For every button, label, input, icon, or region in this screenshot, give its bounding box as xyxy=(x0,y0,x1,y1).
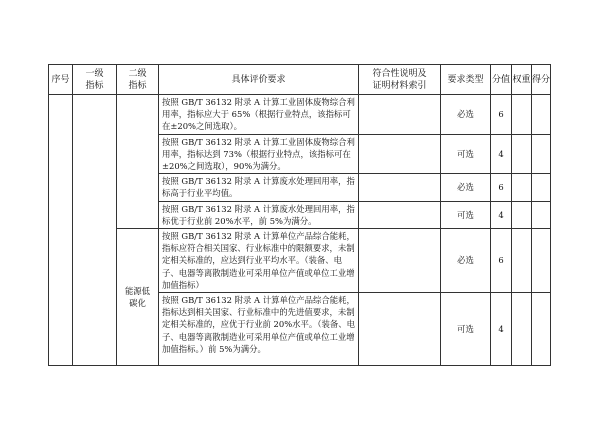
score-cell: 4 xyxy=(491,201,512,228)
weight-cell[interactable] xyxy=(512,134,532,174)
header-weight: 权重 xyxy=(512,65,532,95)
type-cell: 可选 xyxy=(441,293,491,366)
requirement-text: 按照 GB/T 36132 附录 A 计算废水处理回用率，指标高于行业平均值。 xyxy=(159,174,359,201)
type-cell: 可选 xyxy=(441,201,491,228)
requirement-text: 按照 GB/T 36132 附录 A 计算单位产品综合能耗，指标达到相关国家、行业标准中的先进值要求，未制定相关标准的，应优于行业前 20%水平。（装备、电子、电器等离散制造业可采用单位产值或单位工业增加值指标。）前 5%为满分。 xyxy=(159,293,359,366)
requirement-text: 按照 GB/T 36132 附录 A 计算废水处理回用率，指标优于行业前 20%水平，前 5%为满分。 xyxy=(159,201,359,228)
weight-cell[interactable] xyxy=(512,95,532,135)
weight-cell[interactable] xyxy=(512,174,532,201)
group-label: 能源低 碳化 xyxy=(124,285,151,309)
evidence-cell[interactable] xyxy=(359,229,441,293)
evidence-cell[interactable] xyxy=(359,134,441,174)
header-evidence-text: 符合性说明及 证明材料索引 xyxy=(372,68,427,91)
score-cell: 4 xyxy=(491,293,512,366)
table-row xyxy=(49,229,551,293)
weight-cell[interactable] xyxy=(512,229,532,293)
header-requirement: 具体评价要求 xyxy=(159,65,359,95)
result-cell[interactable] xyxy=(532,134,551,174)
header-result: 得分 xyxy=(532,65,551,95)
type-cell: 可选 xyxy=(441,134,491,174)
header-seq: 序号 xyxy=(49,65,73,95)
result-cell[interactable] xyxy=(532,95,551,135)
weight-cell[interactable] xyxy=(512,201,532,228)
result-cell[interactable] xyxy=(532,293,551,366)
level1-cell xyxy=(73,95,117,366)
header-score: 分值 xyxy=(491,65,512,95)
type-cell: 必选 xyxy=(441,229,491,293)
evidence-cell[interactable] xyxy=(359,174,441,201)
header-level1 xyxy=(73,65,117,95)
header-evidence xyxy=(359,65,441,95)
header-type: 要求类型 xyxy=(441,65,491,95)
score-cell: 4 xyxy=(491,134,512,174)
score-cell: 6 xyxy=(491,174,512,201)
score-cell: 6 xyxy=(491,229,512,293)
result-cell[interactable] xyxy=(532,229,551,293)
evidence-cell[interactable] xyxy=(359,95,441,135)
level2-cell-blank xyxy=(117,95,159,229)
header-level2-text: 二级 指标 xyxy=(128,68,147,91)
header-level2 xyxy=(117,65,159,95)
level2-cell xyxy=(117,229,159,366)
requirement-text: 按照 GB/T 36132 附录 A 计算单位产品综合能耗，指标应符合相关国家、行业标准中的限额要求，未制定相关标准的，应达到行业平均水平。（装备、电子、电器等离散制造业可采用单位产值或单位工业增加值指标） xyxy=(159,229,359,293)
weight-cell[interactable] xyxy=(512,293,532,366)
result-cell[interactable] xyxy=(532,201,551,228)
score-cell: 6 xyxy=(491,95,512,135)
type-cell: 必选 xyxy=(441,174,491,201)
evidence-cell[interactable] xyxy=(359,201,441,228)
table-row xyxy=(49,95,551,135)
requirement-text: 按照 GB/T 36132 附录 A 计算工业固体废物综合利用率，指标应大于 65%（根据行业特点，该指标可在±20%之间选取）。 xyxy=(159,95,359,135)
requirement-text: 按照 GB/T 36132 附录 A 计算工业固体废物综合利用率，指标达到 73%（根据行业特点，该指标可在±20%之间选取），90%为满分。 xyxy=(159,134,359,174)
evaluation-table xyxy=(48,64,551,366)
type-cell: 必选 xyxy=(441,95,491,135)
result-cell[interactable] xyxy=(532,174,551,201)
seq-cell xyxy=(49,95,73,366)
evidence-cell[interactable] xyxy=(359,293,441,366)
header-level1-text: 一级 指标 xyxy=(85,68,104,91)
